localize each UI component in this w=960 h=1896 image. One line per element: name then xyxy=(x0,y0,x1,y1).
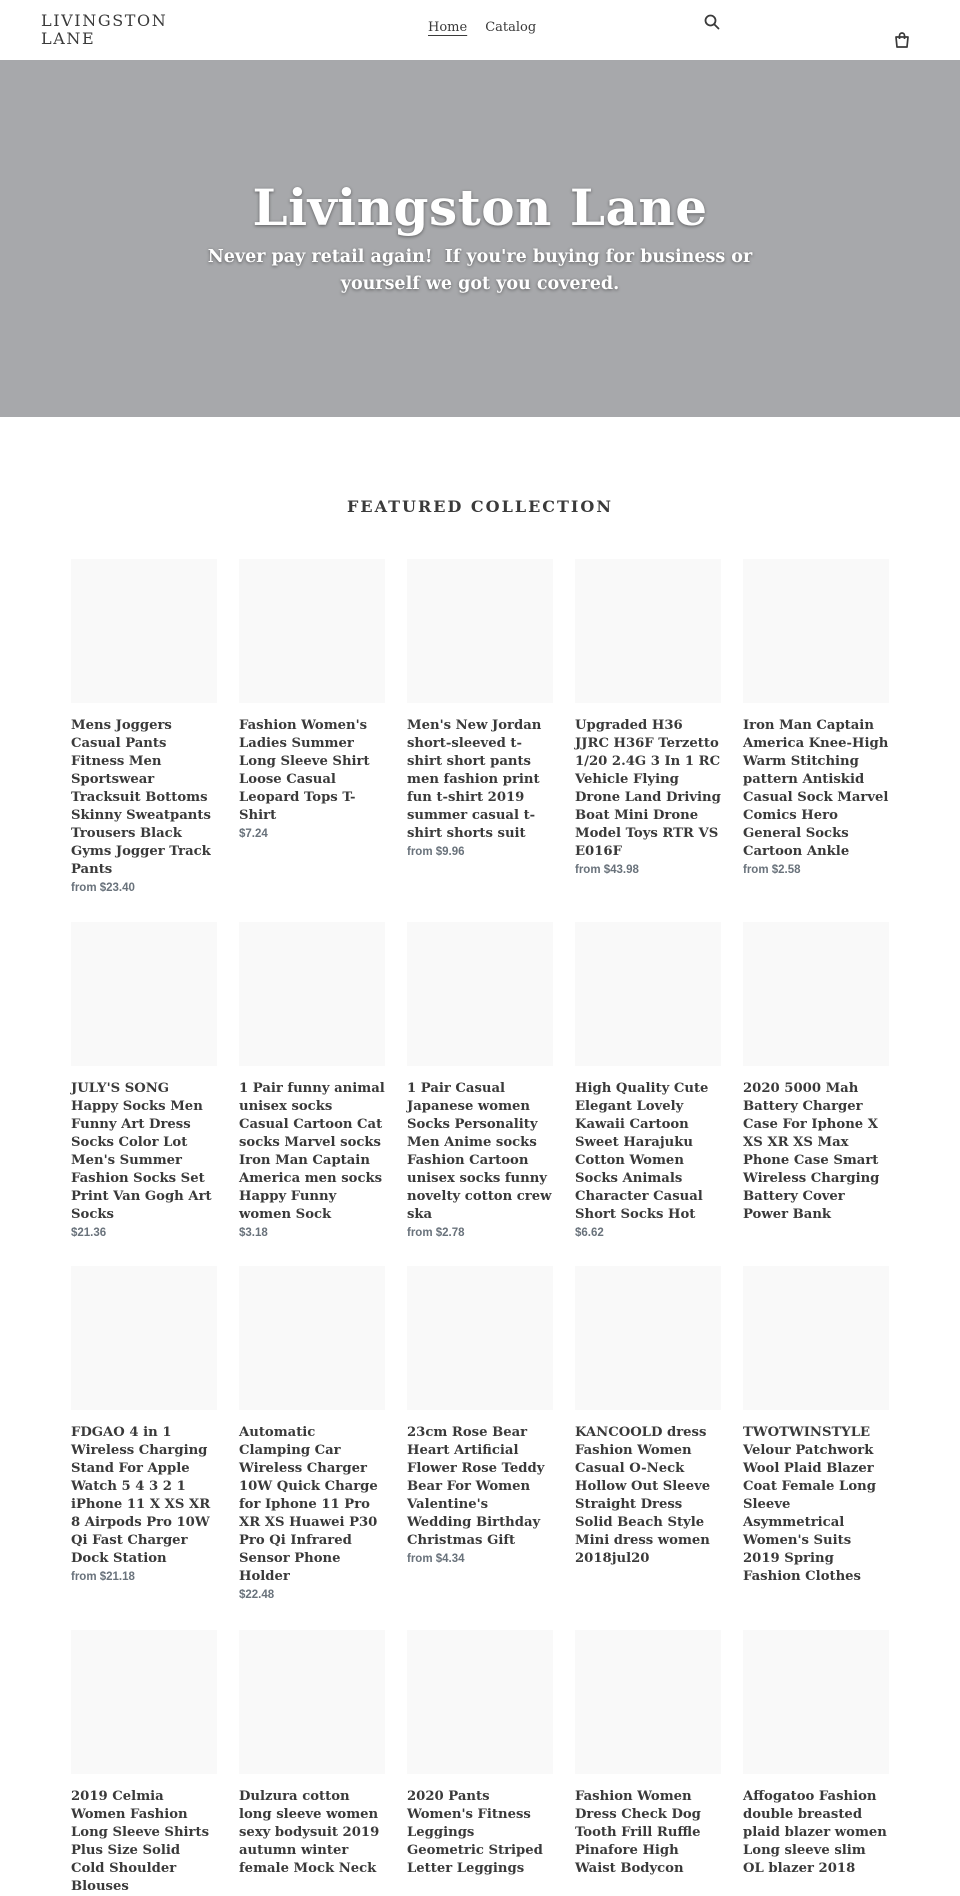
product-price: from $2.58 xyxy=(743,864,801,876)
product-title[interactable]: Fashion Women Dress Check Dog Tooth Frill Ruffle Pinafore High Waist Bodycon xyxy=(575,1789,701,1876)
nav-home-link[interactable]: Home xyxy=(428,20,468,35)
product-title[interactable]: 2020 Pants Women's Fitness Leggings Geometric Striped Letter Leggings xyxy=(407,1789,543,1876)
product-image[interactable] xyxy=(239,922,385,1066)
product-image[interactable] xyxy=(575,1630,721,1774)
product-title[interactable]: 23cm Rose Bear Heart Artificial Flower Rose Teddy Bear For Women Valentine's Wedding Birthday Christmas Gift xyxy=(407,1425,545,1548)
product-image[interactable] xyxy=(407,1630,553,1774)
product-title[interactable]: Iron Man Captain America Knee-High Warm Stitching pattern Antiskid Casual Sock Marvel Comics Hero General Socks Cartoon Ankle xyxy=(743,718,889,859)
product-price: from $2.78 xyxy=(407,1227,465,1239)
product-card[interactable] xyxy=(407,559,553,858)
product-card[interactable] xyxy=(743,1266,889,1586)
product-price: $21.36 xyxy=(71,1227,107,1239)
featured-collection-title: FEATURED COLLECTION xyxy=(347,497,613,516)
product-title[interactable]: Men's New Jordan short-sleeved t-shirt short pants men fashion print fun t-shirt 2019 summer casual t-shirt shorts suit xyxy=(407,718,542,841)
product-card[interactable] xyxy=(575,559,721,876)
product-card[interactable] xyxy=(407,1630,553,1878)
product-title[interactable]: 2020 5000 Mah Battery Charger Case For Iphone X XS XR XS Max Phone Case Smart Wireless Charging Battery Cover Power Bank xyxy=(743,1081,880,1222)
product-card[interactable] xyxy=(575,1266,721,1568)
product-card[interactable] xyxy=(71,1630,217,1896)
product-card[interactable] xyxy=(239,922,385,1239)
product-image[interactable] xyxy=(71,922,217,1066)
product-image[interactable] xyxy=(743,559,889,703)
product-card[interactable] xyxy=(71,559,217,894)
product-image[interactable] xyxy=(743,1266,889,1410)
product-title[interactable]: JULY'S SONG Happy Socks Men Funny Art Dress Socks Color Lot Men's Summer Fashion Socks Set Print Van Gogh Art Socks xyxy=(71,1081,212,1222)
product-price: from $43.98 xyxy=(575,864,639,876)
product-image[interactable] xyxy=(575,559,721,703)
product-image[interactable] xyxy=(71,1630,217,1774)
product-price: $22.48 xyxy=(239,1589,275,1601)
hero-title: Livingston Lane xyxy=(252,178,708,237)
product-card[interactable] xyxy=(71,1266,217,1583)
product-title[interactable]: High Quality Cute Elegant Lovely Kawaii Cartoon Sweet Harajuku Cotton Women Socks Animals Character Casual Short Socks Hot xyxy=(575,1081,709,1222)
product-image[interactable] xyxy=(239,1266,385,1410)
product-title[interactable]: Dulzura cotton long sleeve women sexy bodysuit 2019 autumn winter female Mock Neck xyxy=(239,1789,380,1876)
product-title[interactable]: 2019 Celmia Women Fashion Long Sleeve Shirts Plus Size Solid Cold Shoulder Blouses xyxy=(71,1789,210,1894)
product-card[interactable] xyxy=(407,1266,553,1565)
product-price: $7.24 xyxy=(239,828,268,840)
product-image[interactable] xyxy=(407,1266,553,1410)
product-title[interactable]: Upgraded H36 JJRC H36F Terzetto 1/20 2.4G 3 In 1 RC Vehicle Flying Drone Land Driving Boat Mini Drone Model Toys RTR VS E016F xyxy=(575,718,721,859)
product-title[interactable]: FDGAO 4 in 1 Wireless Charging Stand For Apple Watch 5 4 3 2 1 iPhone 11 X XS XR 8 Airpods Pro 10W Qi Fast Charger Dock Station xyxy=(71,1425,211,1566)
product-card[interactable] xyxy=(71,922,217,1239)
product-card[interactable] xyxy=(743,922,889,1224)
product-title[interactable]: Affogatoo Fashion double breasted plaid blazer women Long sleeve slim OL blazer 2018 xyxy=(743,1789,887,1876)
product-card[interactable] xyxy=(239,1266,385,1601)
product-image[interactable] xyxy=(239,559,385,703)
product-title[interactable]: 1 Pair funny animal unisex socks Casual Cartoon Cat socks Marvel socks Iron Man Captain America men socks Happy Funny women Sock xyxy=(239,1081,385,1222)
product-image[interactable] xyxy=(407,922,553,1066)
product-card[interactable] xyxy=(743,559,889,876)
product-title[interactable]: 1 Pair Casual Japanese women Socks Personality Men Anime socks Fashion Cartoon unisex socks funny novelty cotton crew ska xyxy=(407,1081,552,1222)
product-image[interactable] xyxy=(71,559,217,703)
product-card[interactable] xyxy=(575,1630,721,1878)
product-price: from $4.34 xyxy=(407,1553,465,1565)
product-image[interactable] xyxy=(575,922,721,1066)
product-card[interactable] xyxy=(575,922,721,1239)
nav-catalog-link[interactable]: Catalog xyxy=(485,20,537,35)
product-title[interactable]: TWOTWINSTYLE Velour Patchwork Wool Plaid Blazer Coat Female Long Sleeve Asymmetrical Women's Suits 2019 Spring Fashion Clothes xyxy=(743,1425,876,1584)
product-title[interactable]: Mens Joggers Casual Pants Fitness Men Sportswear Tracksuit Bottoms Skinny Sweatpants Trousers Black Gyms Jogger Track Pants xyxy=(71,718,211,877)
product-price: from $23.40 xyxy=(71,882,135,894)
product-card[interactable] xyxy=(743,1630,889,1878)
logo-line-2: LANE xyxy=(41,29,96,48)
product-card[interactable] xyxy=(239,559,385,840)
product-card[interactable] xyxy=(239,1630,385,1878)
product-image[interactable] xyxy=(239,1630,385,1774)
product-card[interactable] xyxy=(407,922,553,1239)
product-title[interactable]: Fashion Women's Ladies Summer Long Sleeve Shirt Loose Casual Leopard Tops T-Shirt xyxy=(239,718,370,823)
product-price: from $9.96 xyxy=(407,846,465,858)
product-image[interactable] xyxy=(407,559,553,703)
product-price: $3.18 xyxy=(239,1227,268,1239)
product-image[interactable] xyxy=(71,1266,217,1410)
product-image[interactable] xyxy=(743,1630,889,1774)
product-image[interactable] xyxy=(575,1266,721,1410)
product-price: from $21.18 xyxy=(71,1571,135,1583)
product-title[interactable]: KANCOOLD dress Fashion Women Casual O-Neck Hollow Out Sleeve Straight Dress Solid Beach Style Mini dress women 2018jul20 xyxy=(575,1425,711,1566)
hero-subtitle: Never pay retail again! If you're buying for business or yourself we got you covered. xyxy=(207,247,759,294)
logo-line-1: LIVINGSTON xyxy=(41,11,168,30)
product-price: $6.62 xyxy=(575,1227,604,1239)
product-image[interactable] xyxy=(743,922,889,1066)
product-title[interactable]: Automatic Clamping Car Wireless Charger 10W Quick Charge for Iphone 11 Pro XR XS Huawei P30 Pro Qi Infrared Sensor Phone Holder xyxy=(239,1425,378,1584)
